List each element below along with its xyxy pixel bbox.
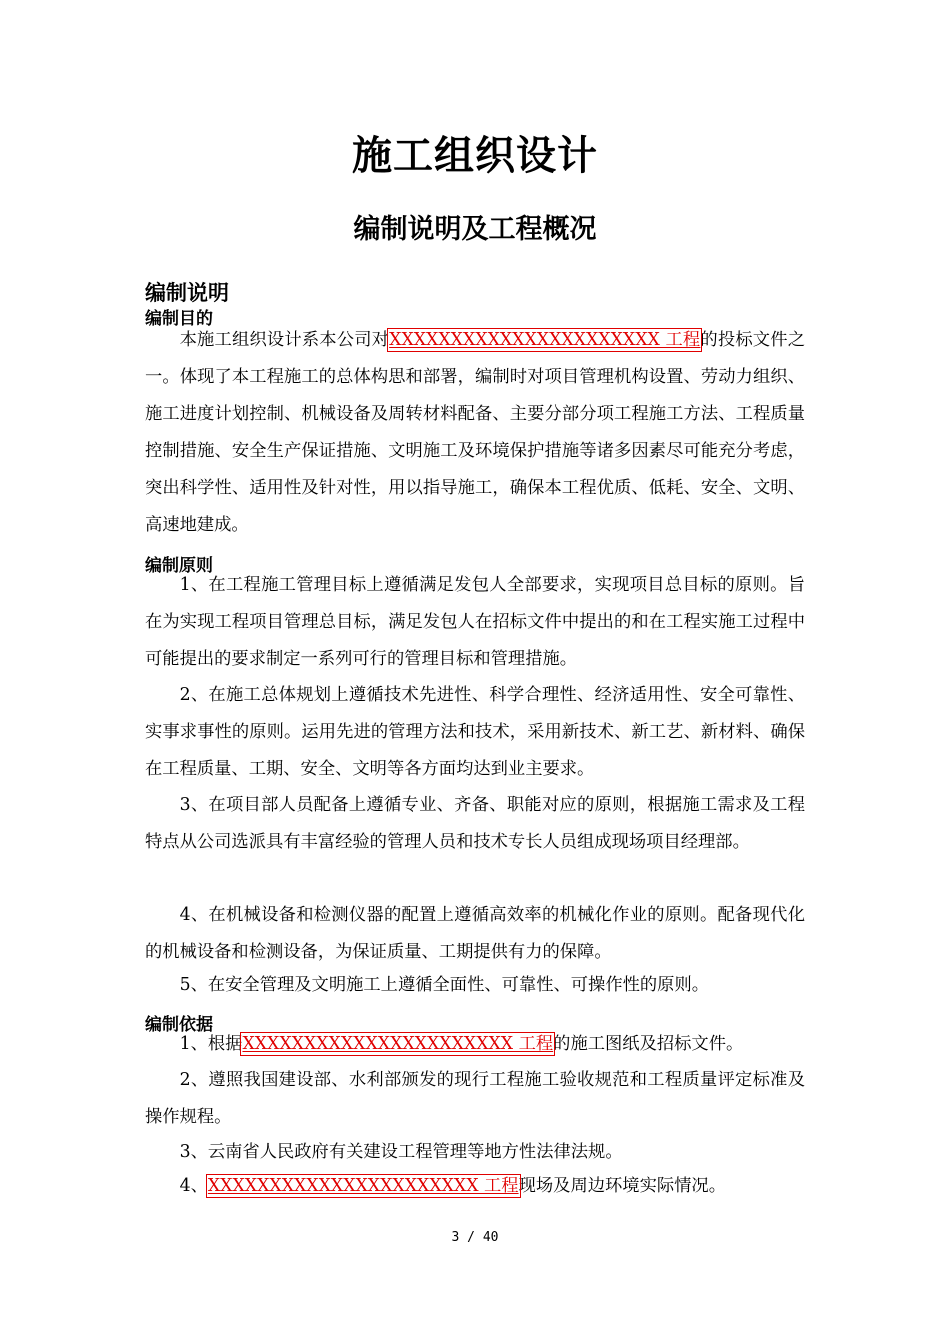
principles-heading: 编制原则 — [145, 556, 213, 576]
basis-item-1-pre: 1、根据 — [179, 1034, 243, 1054]
purpose-text-post: 的投标文件之一。体现了本工程施工的总体构思和部署，编制时对项目管理机构设置、劳动力组织、施工进度计划控制、机械设备及周转材料配备、主要分部分项工程施工方法、工程质量控制措施、安全生产保证措施、文明施工及环境保护措施等诸多因素尽可能充分考虑，突出科学性、适用性及针对性，用以指导施工，确保本工程优质、低耗、安全、文明、高速地建成。 — [145, 330, 805, 535]
principle-item: 4、在机械设备和检测仪器的配置上遵循高效率的机械化作业的原则。配备现代化的机械设备和检测设备，为保证质量、工期提供有力的保障。 — [145, 905, 805, 962]
document-title: 施工组织设计 — [352, 133, 598, 179]
basis-item: 2、遵照我国建设部、水利部颁发的现行工程施工验收规范和工程质量评定标准及操作规程。 — [145, 1070, 805, 1127]
principle-item: 1、在工程施工管理目标上遵循满足发包人全部要求，实现项目总目标的原则。旨在为实现工程项目管理总目标，满足发包人在招标文件中提出的和在工程实施工过程中可能提出的要求制定一系列可行的管理目标和管理措施。 — [145, 575, 805, 669]
basis-item-4-post: 现场及周边环境实际情况。 — [518, 1176, 726, 1196]
purpose-text-pre: 本施工组织设计系本公司对 — [179, 330, 390, 350]
project-name-highlight: XXXXXXXXXXXXXXXXXXXXXX 工程 — [242, 1034, 554, 1054]
principle-item: 2、在施工总体规划上遵循技术先进性、科学合理性、经济适用性、安全可靠性、实事求事性的原则。运用先进的管理方法和技术，采用新技术、新工艺、新材料、确保在工程质量、工期、安全、文明等各方面均达到业主要求。 — [145, 685, 805, 779]
project-name-highlight: XXXXXXXXXXXXXXXXXXXXXX 工程 — [389, 330, 701, 350]
basis-heading: 编制依据 — [145, 1015, 213, 1035]
basis-item — [145, 1026, 805, 1063]
purpose-heading: 编制目的 — [145, 309, 213, 329]
document-subtitle: 编制说明及工程概况 — [353, 214, 597, 245]
basis-item — [145, 1168, 805, 1205]
page-number: 3 / 40 — [451, 1230, 499, 1245]
section-heading: 编制说明 — [145, 281, 229, 305]
principle-item: 3、在项目部人员配备上遵循专业、齐备、职能对应的原则，根据施工需求及工程特点从公司选派具有丰富经验的管理人员和技术专长人员组成现场项目经理部。 — [145, 795, 805, 852]
basis-item: 3、云南省人民政府有关建设工程管理等地方性法律法规。 — [179, 1142, 623, 1162]
purpose-paragraph — [145, 322, 805, 544]
principle-item: 5、在安全管理及文明施工上遵循全面性、可靠性、可操作性的原则。 — [179, 975, 710, 995]
project-name-highlight: XXXXXXXXXXXXXXXXXXXXXX 工程 — [207, 1176, 519, 1196]
basis-item-1-post: 的施工图纸及招标文件。 — [553, 1034, 744, 1054]
basis-item-4-pre: 4、 — [179, 1176, 208, 1196]
